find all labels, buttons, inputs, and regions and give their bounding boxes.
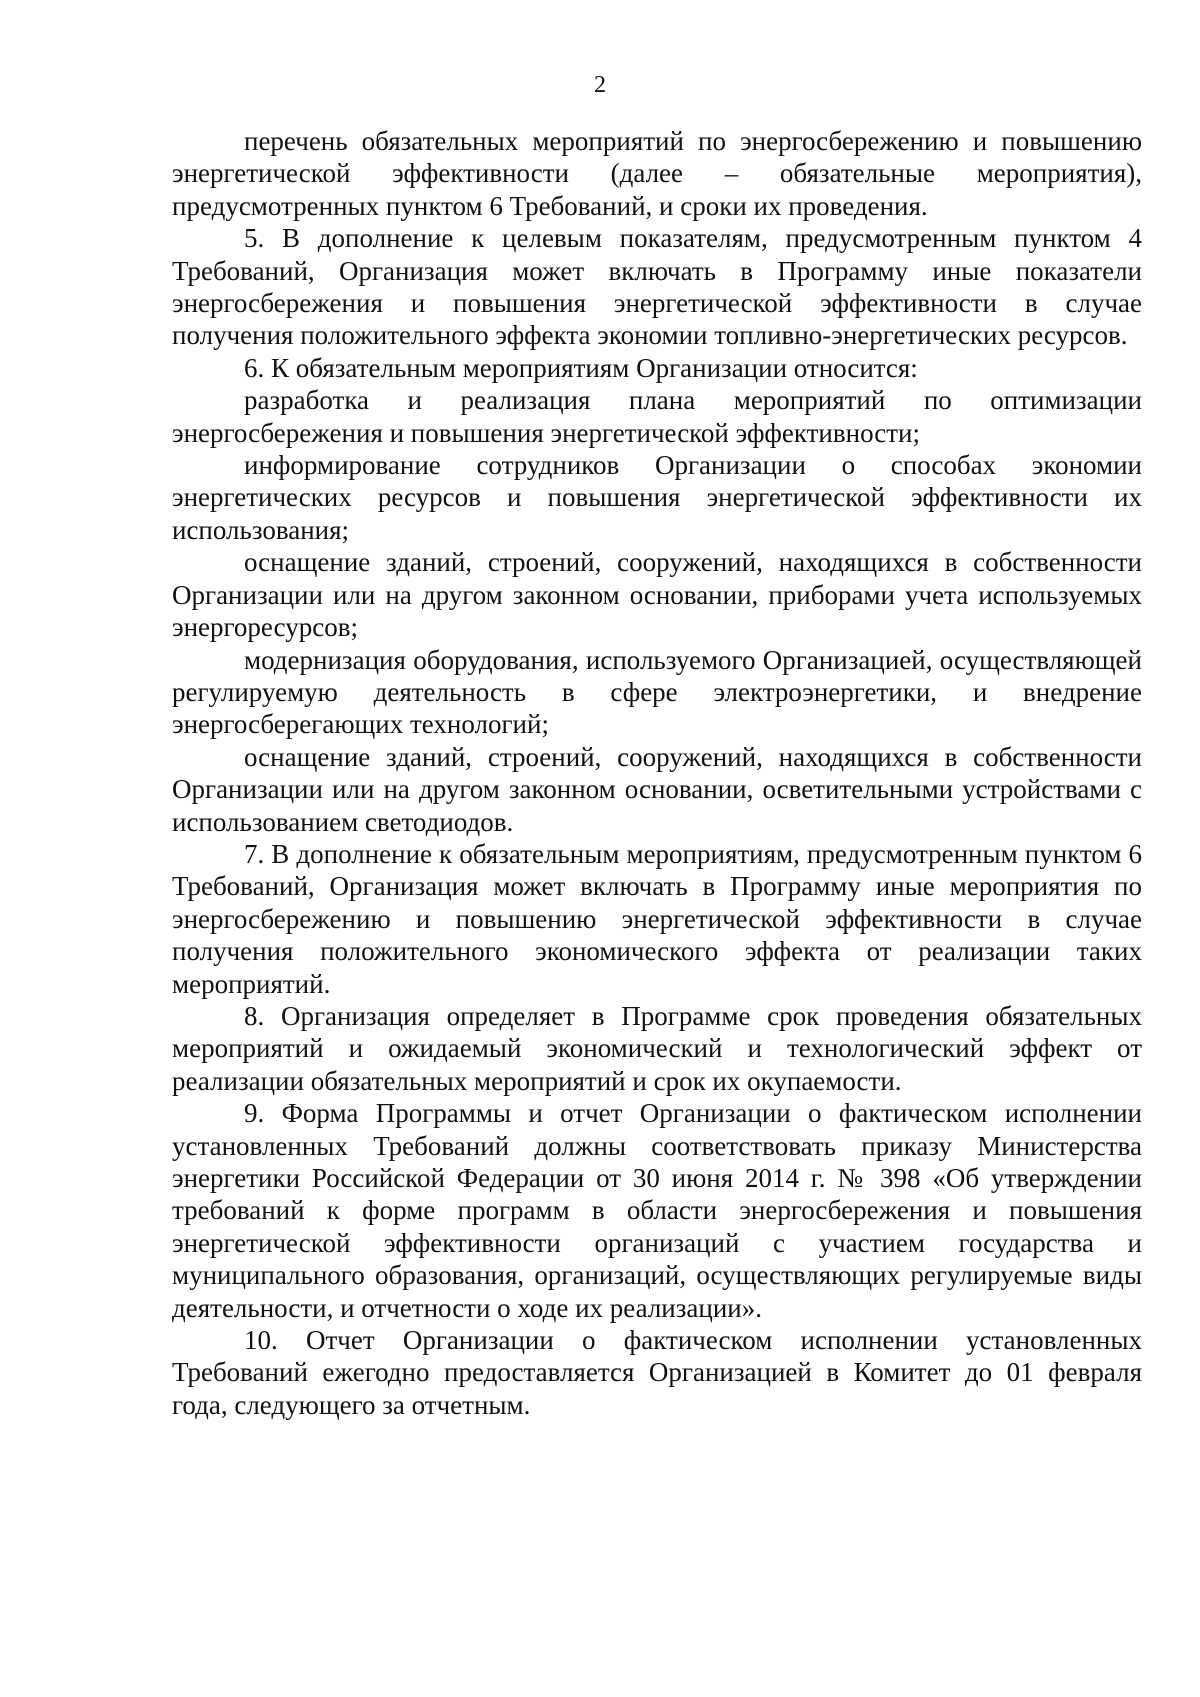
page-number: 2 <box>594 72 606 98</box>
paragraph-8: 8. Организация определяет в Программе срок проведения обязательных мероприятий и ожидаемый экономический и технологический эффект от реализации обязательных мероприятий и срок их окупаемости. <box>172 1000 1142 1096</box>
list-item-lighting: оснащение зданий, строений, сооружений, находящихся в собственности Организации или на другом законном основании, осветительными устройствами с использованием светодиодов. <box>172 741 1142 837</box>
document-body <box>172 125 1142 1421</box>
list-item-modernization: модернизация оборудования, используемого Организацией, осуществляющей регулируемую деятельность в сфере электроэнергетики, и внедрение энергосберегающих технологий; <box>172 644 1142 740</box>
paragraph-7: 7. В дополнение к обязательным мероприятиям, предусмотренным пунктом 6 Требований, Организация может включать в Программу иные мероприятия по энергосбережению и повышению энергетической эффективности в случае получения положительного экономического эффекта от реализации таких мероприятий. <box>172 838 1142 999</box>
paragraph-9: 9. Форма Программы и отчет Организации о фактическом исполнении установленных Требований должны соответствовать приказу Министерства энергетики Российской Федерации от 30 июня 2014 г. № 398 «Об утверждении требований к форме программ в области энергосбережения и повышения энергетической эффективности организаций с участием государства и муниципального образования, организаций, осуществляющих регулируемые виды деятельности, и отчетности о ходе их реализации». <box>172 1098 1142 1323</box>
list-item-informing: информирование сотрудников Организации о способах экономии энергетических ресурсов и повышения энергетической эффективности их использования; <box>172 450 1142 545</box>
paragraph-6: 6. К обязательным мероприятиям Организации относится: <box>244 352 918 383</box>
paragraph-10: 10. Отчет Организации о фактическом исполнении установленных Требований ежегодно предоставляется Организацией в Комитет до 01 февраля года, следующего за отчетным. <box>172 1325 1142 1420</box>
list-item-metering: оснащение зданий, строений, сооружений, находящихся в собственности Организации или на другом законном основании, приборами учета используемых энергоресурсов; <box>172 547 1142 643</box>
paragraph-5: 5. В дополнение к целевым показателям, предусмотренным пунктом 4 Требований, Организация может включать в Программу иные показатели энергосбережения и повышения энергетической эффективности в случае получения положительного эффекта экономии топливно-энергетических ресурсов. <box>172 223 1142 351</box>
list-item-plan: разработка и реализация плана мероприятий по оптимизации энергосбережения и повышения энергетической эффективности; <box>172 385 1142 448</box>
paragraph-mandatory-measures-list: перечень обязательных мероприятий по энергосбережению и повышению энергетической эффективности (далее – обязательные мероприятия), предусмотренных пунктом 6 Требований, и сроки их проведения. <box>172 126 1142 221</box>
